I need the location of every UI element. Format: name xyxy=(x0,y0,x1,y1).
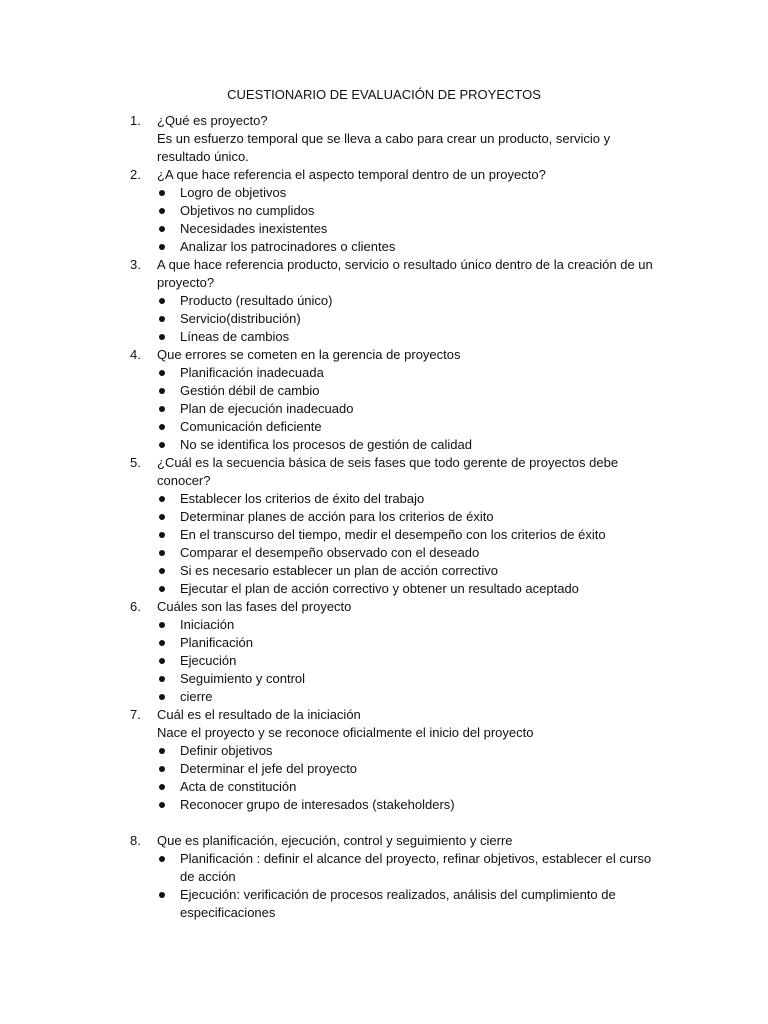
question-line xyxy=(130,598,670,616)
bullet-dot-icon xyxy=(159,694,165,700)
bullet-item xyxy=(130,184,670,202)
question-number: 7. xyxy=(130,707,141,722)
bullet-item xyxy=(130,382,670,400)
bullet-dot-icon xyxy=(159,766,165,772)
bullet-text: Planificación : definir el alcance del proyecto, refinar objetivos, establecer el curso xyxy=(180,851,652,866)
question-item xyxy=(130,598,670,706)
bullet-item xyxy=(130,796,670,814)
bullet-item xyxy=(130,364,670,382)
bullet-item xyxy=(130,418,670,436)
bullet-text: Gestión débil de cambio xyxy=(180,383,320,398)
bullet-text: Objetivos no cumplidos xyxy=(180,203,315,218)
bullet-item xyxy=(130,760,670,778)
bullet-item xyxy=(130,328,670,346)
document-title: CUESTIONARIO DE EVALUACIÓN DE PROYECTOS xyxy=(227,87,541,102)
bullet-dot-icon xyxy=(159,514,165,520)
bullet-item xyxy=(130,742,670,760)
bullet-dot-icon xyxy=(159,496,165,502)
bullet-item xyxy=(130,544,670,562)
question-text: ¿A que hace referencia el aspecto temporal dentro de un proyecto? xyxy=(157,167,546,182)
bullet-item xyxy=(130,886,670,922)
bullet-item xyxy=(130,652,670,670)
bullet-list xyxy=(130,364,670,454)
question-item xyxy=(130,256,670,346)
question-text: ¿Qué es proyecto? xyxy=(157,113,268,128)
bullet-text: Acta de constitución xyxy=(180,779,297,794)
bullet-item xyxy=(130,634,670,652)
bullet-dot-icon xyxy=(159,298,165,304)
question-line xyxy=(130,256,670,274)
bullet-dot-icon xyxy=(159,316,165,322)
blank-line xyxy=(130,814,670,832)
question-line xyxy=(130,346,670,364)
bullet-item xyxy=(130,220,670,238)
bullet-text: Reconocer grupo de interesados (stakeholders) xyxy=(180,797,455,812)
bullet-dot-icon xyxy=(159,532,165,538)
bullet-item xyxy=(130,292,670,310)
question-text: ¿Cuál es la secuencia básica de seis fases que todo gerente de proyectos debe xyxy=(157,455,619,470)
bullet-item xyxy=(130,310,670,328)
bullet-dot-icon xyxy=(159,442,165,448)
bullet-dot-icon xyxy=(159,424,165,430)
bullet-dot-icon xyxy=(159,334,165,340)
question-text: Cuál es el resultado de la iniciación xyxy=(157,707,361,722)
bullet-list xyxy=(130,742,670,814)
bullet-text: Servicio(distribución) xyxy=(180,311,301,326)
question-line xyxy=(130,166,670,184)
bullet-dot-icon xyxy=(159,406,165,412)
bullet-text: En el transcurso del tiempo, medir el desempeño con los criterios de éxito xyxy=(180,527,606,542)
bullet-item xyxy=(130,778,670,796)
bullet-item xyxy=(130,202,670,220)
bullet-text: Ejecutar el plan de acción correctivo y obtener un resultado aceptado xyxy=(180,581,579,596)
bullet-text: Ejecución xyxy=(180,653,237,668)
bullet-text: Determinar el jefe del proyecto xyxy=(180,761,358,776)
bullet-dot-icon xyxy=(159,208,165,214)
bullet-item xyxy=(130,580,670,598)
question-number: 4. xyxy=(130,347,141,362)
answer-text: Nace el proyecto y se reconoce oficialmente el inicio del proyecto xyxy=(157,725,534,740)
bullet-dot-icon xyxy=(159,802,165,808)
bullet-list xyxy=(130,850,670,922)
question-item xyxy=(130,346,670,454)
bullet-text: especificaciones xyxy=(180,905,276,920)
question-line xyxy=(130,706,670,724)
question-text-continuation: conocer? xyxy=(157,473,211,488)
bullet-dot-icon xyxy=(159,388,165,394)
bullet-text: Líneas de cambios xyxy=(180,329,290,344)
bullet-text: Establecer los criterios de éxito del trabajo xyxy=(180,491,425,506)
answer-text: Es un esfuerzo temporal que se lleva a cabo para crear un producto, servicio y xyxy=(157,131,611,146)
bullet-item xyxy=(130,400,670,418)
bullet-dot-icon xyxy=(159,226,165,232)
bullet-dot-icon xyxy=(159,658,165,664)
bullet-dot-icon xyxy=(159,640,165,646)
bullet-text: Plan de ejecución inadecuado xyxy=(180,401,354,416)
question-item xyxy=(130,706,670,814)
question-number: 1. xyxy=(130,113,141,128)
bullet-text: Analizar los patrocinadores o clientes xyxy=(180,239,396,254)
bullet-text: Ejecución: verificación de procesos realizados, análisis del cumplimiento de xyxy=(180,887,616,902)
bullet-dot-icon xyxy=(159,244,165,250)
question-text: A que hace referencia producto, servicio o resultado único dentro de la creación de un xyxy=(157,257,653,272)
question-number: 2. xyxy=(130,167,141,182)
bullet-item xyxy=(130,562,670,580)
bullet-text: No se identifica los procesos de gestión de calidad xyxy=(180,437,472,452)
question-list xyxy=(130,112,670,922)
bullet-item xyxy=(130,670,670,688)
bullet-dot-icon xyxy=(159,622,165,628)
bullet-item xyxy=(130,508,670,526)
bullet-list xyxy=(130,616,670,706)
question-number: 8. xyxy=(130,833,141,848)
bullet-text: Definir objetivos xyxy=(180,743,273,758)
bullet-item xyxy=(130,616,670,634)
bullet-text: Producto (resultado único) xyxy=(180,293,333,308)
question-line xyxy=(130,112,670,130)
bullet-item xyxy=(130,490,670,508)
bullet-text: Iniciación xyxy=(180,617,235,632)
bullet-dot-icon xyxy=(159,676,165,682)
bullet-dot-icon xyxy=(159,784,165,790)
bullet-dot-icon xyxy=(159,748,165,754)
bullet-item xyxy=(130,238,670,256)
bullet-dot-icon xyxy=(159,586,165,592)
question-number: 3. xyxy=(130,257,141,272)
question-text: Cuáles son las fases del proyecto xyxy=(157,599,352,614)
bullet-dot-icon xyxy=(159,892,165,898)
bullet-text: Necesidades inexistentes xyxy=(180,221,328,236)
question-number: 6. xyxy=(130,599,141,614)
bullet-text: Seguimiento y control xyxy=(180,671,306,686)
question-line xyxy=(130,832,670,850)
question-item xyxy=(130,166,670,256)
bullet-text: Determinar planes de acción para los criterios de éxito xyxy=(180,509,494,524)
bullet-text: de acción xyxy=(180,869,236,884)
question-line xyxy=(130,454,670,472)
bullet-item xyxy=(130,850,670,886)
bullet-dot-icon xyxy=(159,370,165,376)
question-text: Que es planificación, ejecución, control y seguimiento y cierre xyxy=(157,833,513,848)
bullet-text: Logro de objetivos xyxy=(180,185,287,200)
bullet-dot-icon xyxy=(159,550,165,556)
bullet-text: Si es necesario establecer un plan de acción correctivo xyxy=(180,563,498,578)
bullet-text: Comparar el desempeño observado con el deseado xyxy=(180,545,480,560)
question-text: Que errores se cometen en la gerencia de proyectos xyxy=(157,347,461,362)
question-item xyxy=(130,112,670,166)
bullet-dot-icon xyxy=(159,856,165,862)
bullet-list xyxy=(130,184,670,256)
question-number: 5. xyxy=(130,455,141,470)
bullet-item xyxy=(130,688,670,706)
bullet-item xyxy=(130,526,670,544)
bullet-text: Planificación xyxy=(180,635,253,650)
bullet-list xyxy=(130,490,670,598)
bullet-list xyxy=(130,292,670,346)
question-item xyxy=(130,454,670,598)
bullet-text: cierre xyxy=(180,689,213,704)
bullet-dot-icon xyxy=(159,190,165,196)
bullet-text: Comunicación deficiente xyxy=(180,419,322,434)
question-text-continuation: proyecto? xyxy=(157,275,215,290)
bullet-text: Planificación inadecuada xyxy=(180,365,324,380)
answer-text: resultado único. xyxy=(157,149,249,164)
bullet-item xyxy=(130,436,670,454)
bullet-dot-icon xyxy=(159,568,165,574)
question-item xyxy=(130,832,670,922)
